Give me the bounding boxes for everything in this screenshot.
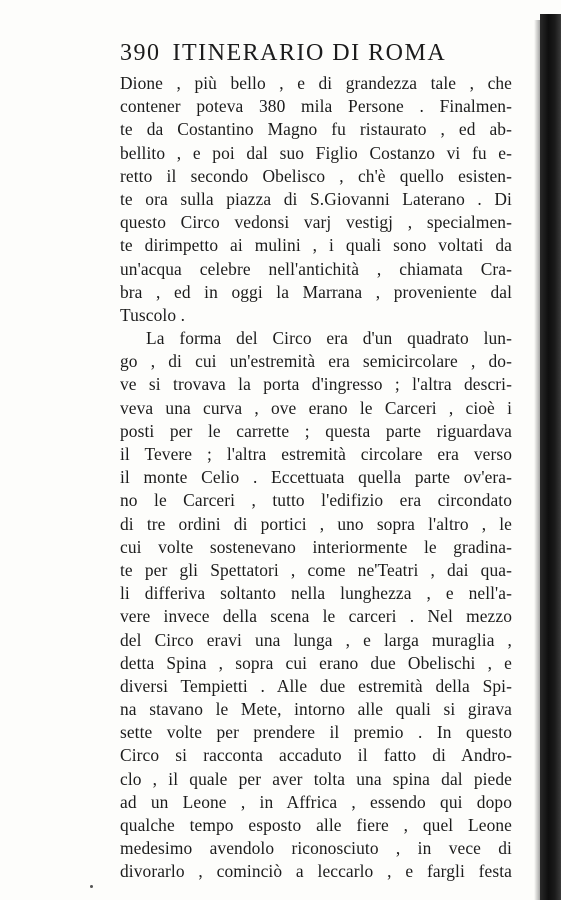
text-line: Dione , più bello , e di grandezza tale , che <box>120 73 512 93</box>
text-line: te ora sulla piazza di S.Giovanni Laterano . Di <box>120 188 512 209</box>
text-line: bellito , e poi dal suo Figlio Costanzo vi fu e- <box>120 142 512 163</box>
text-line: sette volte per prendere il premio . In questo <box>120 722 512 743</box>
text-line: detta Spina , sopra cui erano due Obelischi , e <box>120 652 512 673</box>
text-line: divorarlo , cominciò a leccarlo , e fargli festa <box>120 861 512 882</box>
text-line: te per gli Spettatori , come ne'Teatri , dai qua- <box>120 559 512 580</box>
text-line: un'acqua celebre nell'antichità , chiamata Cra- <box>120 258 512 279</box>
text-line: contener poteva 380 mila Persone . Finalmen- <box>120 96 512 117</box>
text-line: cui volte sostenevano interiormente le gradina- <box>120 536 512 557</box>
text-line: di tre ordini di portici , uno sopra l'altro , le <box>120 513 512 534</box>
text-line: ve si trovava la porta d'ingresso ; l'altra descri- <box>120 374 512 395</box>
text-line: na stavano le Mete, intorno alle quali si girava <box>120 699 512 720</box>
text-line: veva una curva , ove erano le Carceri , cioè i <box>120 397 512 418</box>
text-line: vere invece della scena le carceri . Nel mezzo <box>120 606 512 627</box>
book-spine <box>540 14 561 900</box>
text-line: retto il secondo Obelisco , ch'è quello esisten- <box>120 165 512 186</box>
paper-speck <box>90 885 93 888</box>
running-header <box>120 40 510 72</box>
body-text <box>120 72 512 884</box>
paragraph-start-line: La forma del Circo era d'un quadrato lun- <box>146 328 512 349</box>
text-line: Circo si racconta accaduto il fatto di Andro- <box>120 745 512 766</box>
text-line: te da Costantino Magno fu ristaurato , ed ab- <box>120 119 512 140</box>
text-line: qualche tempo esposto alle fiere , quel Leone <box>120 815 512 835</box>
text-line: li differiva soltanto nella lunghezza , e nell'a- <box>120 583 512 604</box>
text-line: bra , ed in oggi la Marrana , proveniente dal <box>120 281 512 302</box>
text-line: posti per le carrette ; questa parte riguardava <box>120 420 512 441</box>
running-title: ITINERARIO DI ROMA <box>172 40 447 66</box>
text-line: go , di cui un'estremità era semicircolare , do- <box>120 351 512 372</box>
text-line: il Tevere ; l'altra estremità circolare era verso <box>120 444 512 464</box>
paragraph-end-line: Tuscolo . <box>120 304 186 325</box>
page-number: 390 <box>120 40 161 66</box>
text-line: no le Carceri , tutto l'edifizio era circondato <box>120 490 512 511</box>
text-line: diversi Tempietti . Alle due estremità della Spi- <box>120 675 512 696</box>
text-line: del Circo eravi una lunga , e larga muraglia , <box>120 629 512 650</box>
text-line: clo , il quale per aver tolta una spina dal piede <box>120 768 512 789</box>
text-line: ad un Leone , in Affrica , essendo qui dopo <box>120 791 512 812</box>
text-line: te dirimpetto ai mulini , i quali sono voltati da <box>120 235 512 256</box>
text-line: questo Circo vedonsi varj vestigj , specialmen- <box>120 212 512 233</box>
text-line: medesimo avendolo riconosciuto , in vece di <box>120 838 512 859</box>
text-line: il monte Celio . Eccettuata quella parte ov'era- <box>120 467 512 488</box>
